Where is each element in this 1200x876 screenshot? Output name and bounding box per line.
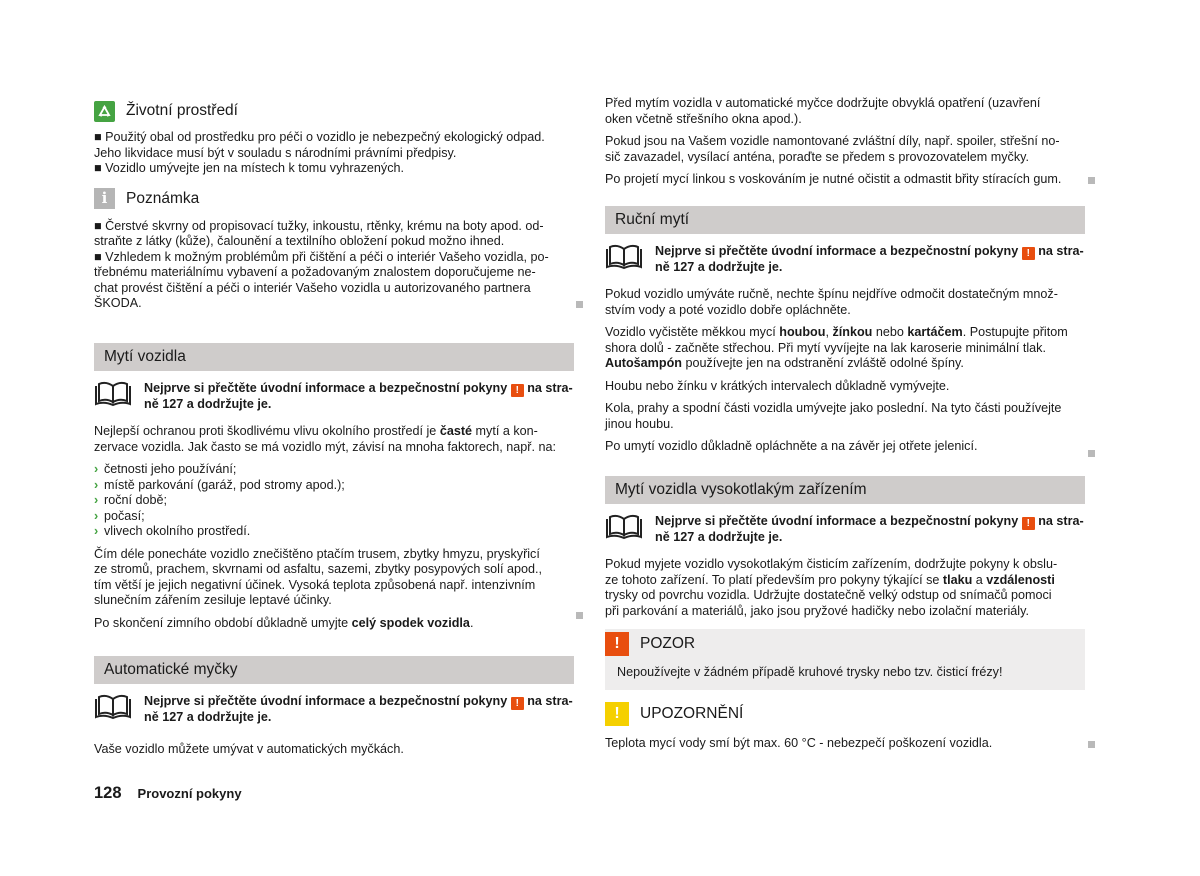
list-item [94, 509, 574, 525]
section-end-marker [1088, 741, 1095, 748]
notice-title: UPOZORNĚNÍ [640, 704, 744, 722]
text-span: Nejlepší ochranou proti škodlivému vlivu okolního prostředí je [94, 424, 437, 438]
factor-list [94, 462, 574, 540]
warning-icon: ! [511, 697, 524, 710]
paragraph [94, 424, 574, 455]
environment-text [94, 130, 574, 177]
caution-heading [605, 629, 1085, 659]
paragraph: Vaše vozidlo můžete umývat v automatických myčkách. [94, 741, 404, 756]
section-end-marker [1088, 450, 1095, 457]
chevron-right-icon: › [94, 508, 99, 523]
section-end-marker [576, 301, 583, 308]
paragraph: Houbu nebo žínku v krátkých intervalech důkladně vymývejte. [605, 378, 950, 393]
list-item-text: roční době; [104, 493, 168, 507]
note-title: Poznámka [126, 189, 200, 207]
caution-title: POZOR [640, 635, 696, 653]
text-span: mytí a kon- [475, 424, 538, 438]
book-icon [605, 514, 643, 540]
read-first-text: na stra- [1038, 243, 1084, 258]
book-icon [94, 694, 132, 720]
paragraph [605, 557, 1085, 619]
list-item [94, 493, 574, 509]
chevron-right-icon: › [94, 462, 99, 476]
warning-icon: ! [1022, 247, 1035, 260]
list-item-text: četnosti jeho používání; [104, 462, 237, 476]
text-span: používejte jen na odstranění zvláště odolné špíny. [685, 356, 964, 370]
list-item-text: místě parkování (garáž, pod stromy apod.); [104, 477, 345, 492]
read-first-text: ně 127 a dodržujte je. [144, 710, 272, 724]
text-line: zervace vozidla. Jak často se má vozidlo mýt, závisí na mnoha faktorech, např. na: [94, 439, 556, 454]
book-icon [94, 381, 132, 407]
list-item [94, 462, 574, 478]
text-line: shora dolů - začněte střechou. Při mytí vyvíjejte na lak karoserie minimální tlak. [605, 340, 1046, 355]
read-first-text: ně 127 a dodržujte je. [655, 259, 783, 274]
paragraph [94, 547, 574, 609]
text-line: ■ Vzhledem k možným problémům při čištění a péči o interiér Vašeho vozidla, po- [94, 249, 549, 264]
read-first-text: Nejprve si přečtěte úvodní informace a bezpečnostní pokyny [655, 513, 1019, 528]
text-span: a [975, 572, 983, 587]
section-title: Automatické myčky [104, 661, 238, 679]
notice-text: Teplota mycí vody smí být max. 60 °C - nebezpečí poškození vozidla. [605, 735, 993, 750]
read-first-text: Nejprve si přečtěte úvodní informace a bezpečnostní pokyny [144, 380, 508, 395]
text-line: chat provést čištění a péči o interiér Vašeho vozidla u autorizovaného partnera [94, 280, 531, 295]
bold-term: celý spodek vozidla [351, 615, 470, 630]
list-item [94, 524, 574, 540]
text-line: při parkování a materiálů, jako jsou pryžové hadičky nebo izolační materiály. [605, 603, 1029, 618]
section-end-marker [1088, 177, 1095, 184]
read-first-text: na stra- [1038, 513, 1084, 528]
read-first-text: ně 127 a dodržujte je. [144, 396, 272, 411]
note-heading [94, 187, 574, 211]
right-column [605, 96, 1085, 758]
text-line: straňte z látky (kůže), čalounění a textilního obložení pokud možno ihned. [94, 234, 505, 248]
notice-heading [605, 700, 1085, 728]
text-line: oken včetně střešního okna apod.). [605, 111, 802, 126]
text-span: . Postupujte přitom [962, 325, 1068, 339]
text-line: Pokud myjete vozidlo vysokotlakým čisticím zařízením, dodržujte pokyny k obslu- [605, 557, 1058, 571]
environment-heading [94, 98, 574, 124]
list-item [94, 478, 574, 494]
text-line: Před mytím vozidla v automatické myčce dodržujte obvyklá opatření (uzavření [605, 96, 1041, 110]
bold-term: kartáčem [907, 325, 963, 339]
note-text [94, 219, 574, 312]
chevron-right-icon: › [94, 477, 99, 492]
section-header-automatic [94, 656, 574, 684]
left-column [94, 98, 574, 764]
read-first-text: ně 127 a dodržujte je. [655, 529, 783, 544]
text-line: tím větší je jejich negativní účinek. Vysoká teplota způsobená např. intenzivním [94, 577, 536, 592]
page-number: 128 [94, 784, 122, 802]
chevron-right-icon: › [94, 493, 99, 507]
list-item-text: počasí; [104, 508, 145, 523]
text-line: Pokud vozidlo umýváte ručně, nechte špínu nejdříve odmočit dostatečným množ- [605, 287, 1058, 301]
text-line: jinou houbu. [605, 416, 674, 431]
text-line: Jeho likvidace musí být v souladu s národními právními předpisy. [94, 145, 457, 160]
bold-term: Autošampón [605, 356, 682, 370]
text-line: ■ Použitý obal od prostředku pro péči o vozidlo je nebezpečný ekologický odpad. [94, 130, 545, 144]
read-first-note [605, 244, 1085, 276]
text-span: ze tohoto zařízení. To platí především pro pokyny týkající se [605, 572, 940, 587]
section-header-washing [94, 343, 574, 371]
text-line: Pokud jsou na Vašem vozidle namontované zvláštní díly, např. spoiler, střešní no- [605, 134, 1060, 148]
bold-term: časté [439, 424, 473, 438]
text-line: Kola, prahy a spodní části vozidla umývejte jako poslední. Na tyto části používejte [605, 401, 1062, 415]
recycle-icon [94, 101, 115, 122]
environment-title: Životní prostředí [126, 102, 238, 120]
bold-term: houbou [779, 325, 826, 339]
paragraph [94, 616, 574, 632]
read-first-text: na stra- [527, 694, 573, 708]
paragraph [605, 401, 1085, 432]
paragraph [605, 96, 1085, 127]
chapter-title: Provozní pokyny [137, 786, 242, 801]
page-footer [94, 786, 242, 802]
chevron-right-icon: › [94, 524, 99, 538]
bold-term: žínkou [832, 325, 873, 339]
section-header-manual [605, 206, 1085, 234]
text-line: třebnému materiálnímu vybavení a požadovaným znalostem doporučujeme ne- [94, 265, 536, 279]
caution-box [605, 629, 1085, 690]
read-first-text: na stra- [527, 380, 573, 395]
text-line: ŠKODA. [94, 296, 142, 310]
read-first-text: Nejprve si přečtěte úvodní informace a bezpečnostní pokyny [655, 243, 1019, 258]
book-icon [605, 244, 643, 270]
warning-icon: ! [1022, 517, 1035, 530]
text-line: trysky od povrchu vozidla. Udržujte dostatečně velký odstup od snímačů pomoci [605, 588, 1052, 602]
exclamation-icon: ! [605, 702, 629, 726]
section-end-marker [576, 612, 583, 619]
section-title: Mytí vozidla vysokotlakým zařízením [615, 480, 867, 498]
info-icon: i [94, 188, 115, 209]
text-line: slunečním zářením zesiluje leptavé účinky. [94, 593, 332, 607]
bold-term: vzdálenosti [986, 572, 1055, 587]
exclamation-icon: ! [605, 632, 629, 656]
text-line: ■ Vozidlo umývejte jen na místech k tomu vyhrazených. [94, 161, 404, 175]
text-span: . [469, 615, 474, 630]
text-line: ze stromů, prachem, skvrnami od asfaltu, sazemi, zbytky posypových solí apod., [94, 562, 542, 576]
warning-icon: ! [511, 384, 524, 397]
read-first-text: Nejprve si přečtěte úvodní informace a bezpečnostní pokyny [144, 694, 508, 708]
read-first-note [94, 694, 574, 726]
text-span: , [825, 325, 829, 339]
text-span: Vozidlo vyčistěte měkkou mycí [605, 325, 776, 339]
read-first-note [94, 381, 574, 413]
text-line: sič zavazadel, vysílací anténa, poraďte se předem s provozovatelem myčky. [605, 149, 1029, 164]
text-line: ■ Čerstvé skvrny od propisovací tužky, inkoustu, rtěnky, krému na boty apod. od- [94, 218, 544, 233]
section-header-high-pressure [605, 476, 1085, 504]
section-title: Mytí vozidla [104, 347, 186, 365]
text-span: Po skončení zimního období důkladně umyjte [94, 615, 349, 630]
paragraph [605, 287, 1085, 318]
text-line: Čím déle ponecháte vozidlo znečištěno ptačím trusem, zbytky hmyzu, pryskyřicí [94, 546, 540, 561]
text-line: stvím vody a poté vozidlo dobře opláchněte. [605, 302, 851, 317]
paragraph [605, 172, 1085, 188]
read-first-note [605, 514, 1085, 546]
list-item-text: vlivech okolního prostředí. [104, 524, 251, 538]
paragraph [605, 325, 1085, 372]
bold-term: tlaku [942, 572, 973, 587]
paragraph [605, 134, 1085, 165]
text-line: Po projetí mycí linkou s voskováním je nutné očistit a odmastit břity stíracích gum. [605, 172, 1062, 186]
caution-text: Nepoužívejte v žádném případě kruhové trysky nebo tzv. čisticí frézy! [617, 665, 1003, 679]
text-span: nebo [875, 325, 904, 339]
paragraph: Po umytí vozidlo důkladně opláchněte a na závěr jej otřete jelenicí. [605, 439, 978, 453]
section-title: Ruční mytí [615, 210, 690, 228]
